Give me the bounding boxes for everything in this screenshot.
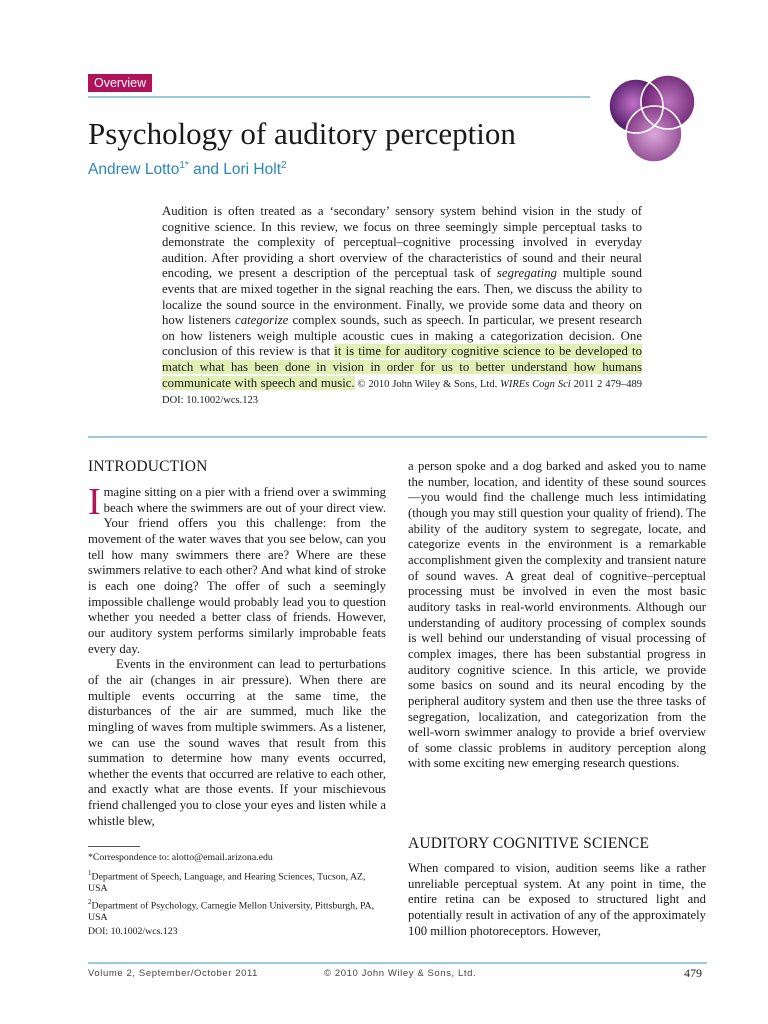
highlighted-conclusion: it is time for auditory cognitive science to be developed to match what has been done in vision in order for us to better understand how humans communicate with speech and music. [162, 344, 642, 390]
paragraph: magine sitting on a pier with a friend over a swimming beach where the swimmers are out of your direct view. Your friend offers you this challenge: from the movement of the water waves that you see below, can you tell how many swimmers there are? Where are these swimmers relative to each other? And what kind of stroke is each one doing? The offer of such a seemingly impossible challenge would probably lead you to question whether you needed a better class of friends. However, our auditory system performs similarly improbable feats every day. [88, 485, 386, 656]
author-name[interactable]: Andrew Lotto [88, 161, 180, 178]
page-number: 479 [684, 966, 702, 980]
abstract: Audition is often treated as a ‘secondary’ sensory system behind vision in the study of cognitive science. In this review, we focus on three seemingly simple perceptual tasks to demonstrate the complexity of perceptual–cognitive processing involved in everyday audition. After providing a short overview of the characteristics of sound and their neural encoding, we present a description of the perceptual task of segregating multiple sound events that are mixed together in the signal reaching the ears. Then, we discuss the ability to localize the sound source in the environment. Finally, we provide some data and theory on how listeners categorize complex sounds, such as speech. In particular, we present research on how listeners weigh multiple acoustic cues in making a categorization decision. One conclusion of this review is that it is time for auditory cognitive science to be developed to match what has been done in vision in order for us to better understand how humans communicate with speech and music. © 2010 John Wiley & Sons, Ltd. WIREs Cogn Sci 2011 2 479–489 DOI: 10.1002/wcs.123 [162, 204, 643, 407]
citation: © 2010 John Wiley & Sons, Ltd. WIREs Cogn Sci 2011 2 479–489 DOI: 10.1002/wcs.123 [162, 378, 642, 407]
abstract-divider [88, 436, 707, 438]
journal-logo-icon [604, 72, 700, 168]
drop-cap: I [88, 481, 101, 523]
article-title: Psychology of auditory perception [88, 116, 516, 151]
section-heading-introduction: INTRODUCTION [88, 458, 208, 475]
emphasis: categorize [235, 313, 289, 328]
footer-volume: Volume 2, September/October 2011 [88, 968, 259, 979]
author-name[interactable]: Lori Holt [223, 161, 281, 178]
section-heading-auditory-cognitive-science: AUDITORY COGNITIVE SCIENCE [408, 835, 650, 852]
introduction-right-column: a person spoke and a dog barked and asked you to name the number, location, and identity of these sound sources—you would find the challenge much less intimidating (though you may still question your quality of friend). The ability of the auditory system to segregate, locate, and categorize events in the environment is a remarkable accomplishment given the complexity and transient nature of sound waves. A great deal of cognitive–perceptual processing must be involved in even the most basic auditory tasks in real-world environments. Although our understanding of auditory processing of complex sounds is well behind our understanding of visual processing of complex images, there has been substantial progress in auditory cognitive science. In this article, we provide some basics on sound and its neural encoding by the peripheral auditory system and then use the three tasks of segregation, localization, and categorization from the well-worn swimmer analogy to provide a brief overview of some classic problems in auditory perception along with some exciting new emerging research questions. [408, 459, 706, 771]
author-affiliation-mark: 2 [281, 160, 287, 171]
author-affiliation-mark: 1* [179, 160, 189, 171]
footer-divider [88, 962, 707, 964]
footnote-divider [88, 846, 140, 847]
correspondence-footnote: *Correspondence to: alotto@email.arizona.edu [88, 852, 273, 863]
footer-copyright: © 2010 John Wiley & Sons, Ltd. [324, 968, 477, 979]
header-divider [88, 96, 590, 98]
affiliation-footnote: $^1$Department of Speech, Language, and Hearing Sciences, Tucson, AZ, USA [88, 869, 366, 895]
section-paragraph: When compared to vision, audition seems like a rather unreliable perceptual system. At any point in time, the entire retina can be exposed to structured light and potentially result in activation of any of the approximately 100 million photoreceptors. However, [408, 861, 706, 938]
doi-footnote: DOI: 10.1002/wcs.123 [88, 926, 178, 937]
author-list [88, 160, 287, 179]
affiliation-footnote: $^2$Department of Psychology, Carnegie Mellon University, Pittsburgh, PA, USA [88, 898, 375, 924]
article-type-badge: Overview [88, 74, 152, 92]
paragraph: Events in the environment can lead to perturbations of the air (changes in air pressure). When there are multiple events occurring at the same time, the disturbances of the air are summed, much like the mingling of waves from multiple swimmers. As a listener, we can use the sound waves that result from this summation to determine how many events occurred, whether the events that occurred are relative to each other, and exactly what are those events. If your mischievous friend challenged you to close your eyes and listen while a whistle blew, [88, 657, 386, 828]
emphasis: segregating [496, 266, 557, 281]
author-conjunction: and [188, 161, 224, 178]
introduction-left-column [88, 481, 386, 829]
